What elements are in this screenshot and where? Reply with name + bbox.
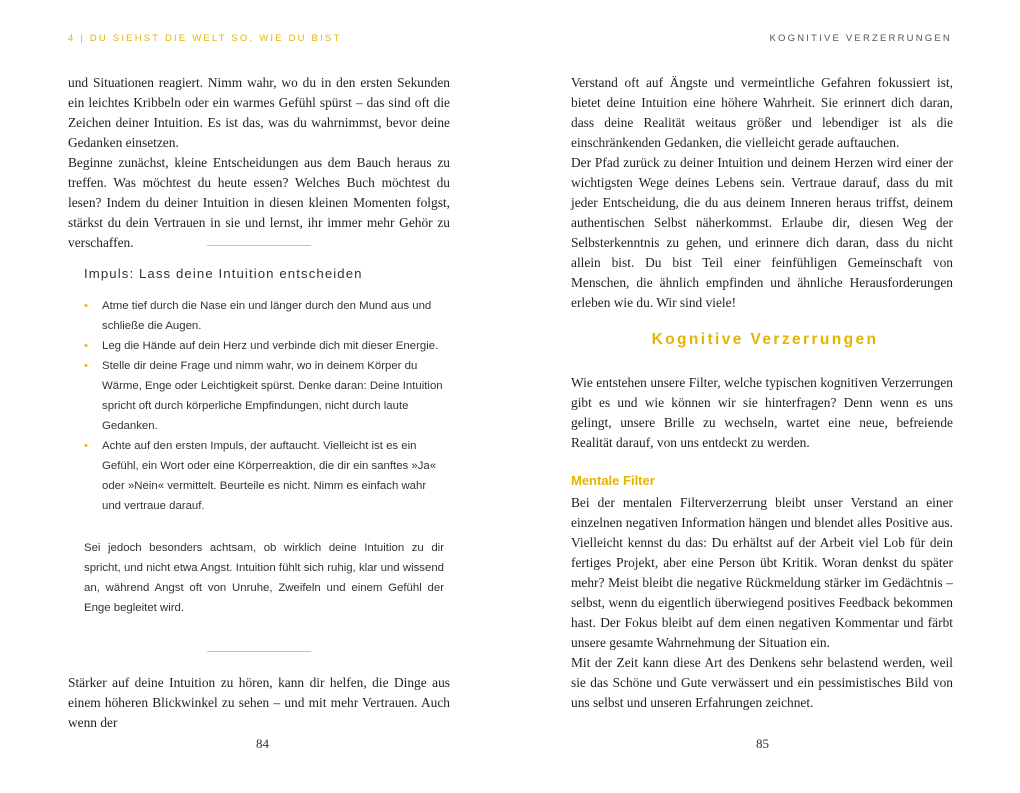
paragraph: und Situationen reagiert. Nimm wahr, wo du in den ersten Sekunden ein leichtes Kribbeln oder ein warmes Gefühl spürst – das sind oft die Zeichen deiner Intuition. Es ist das, was du wahrnimmst, bevor deine Gedanken einsetzen.	[68, 75, 450, 150]
paragraph: Verstand oft auf Ängste und vermeintliche Gefahren fokussiert ist, bietet deine Intuition eine höhere Wahrheit. Sie erinnert dich daran, dass deine Realität weitaus größer und lebendiger ist als die einschränkenden Gedanken, die vielleicht gerade auftauchen.	[571, 75, 953, 150]
bullet-icon: •	[84, 300, 88, 312]
list-item	[84, 296, 444, 336]
divider-line	[207, 651, 311, 652]
section-heading: Kognitive Verzerrungen	[651, 331, 879, 348]
list-item	[84, 336, 444, 356]
impuls-title: Impuls: Lass deine Intuition entscheiden	[84, 266, 363, 281]
left-running-head: 4 | DU SIEHST DIE WELT SO, WIE DU BIST	[68, 33, 342, 44]
subheading: Mentale Filter	[571, 473, 655, 488]
paragraph: Stärker auf deine Intuition zu hören, kann dir helfen, die Dinge aus einem höheren Blickwinkel zu sehen – und mit mehr Vertrauen. Auch wenn der	[68, 675, 450, 730]
paragraph: Mit der Zeit kann diese Art des Denkens sehr belastend werden, weil sie das Schöne und Gute verwässert und ein pessimistisches Bild von uns selbst und unseren Erfahrungen zeichnet.	[571, 655, 953, 710]
divider-line	[207, 245, 311, 246]
list-item	[84, 436, 444, 516]
paragraph: Bei der mentalen Filterverzerrung bleibt unser Verstand an einer einzelnen negativen Information hängen und blendet alles Positive aus. Vielleicht kennst du das: Du erhältst auf der Arbeit viel Lob für dein fertiges Projekt, aber eine Person übt Kritik. Woran denkst du später mehr? Meist bleibt die negative Rückmeldung stärker im Gedächtnis – selbst, wenn du eigentlich überwiegend positives Feedback bekommen hast. Der Fokus bleibt auf dem einen negativen Kommentar und färbt unsere gesamte Wahrnehmung der Situation ein.	[571, 495, 953, 650]
filter-text	[571, 493, 953, 713]
paragraph: Beginne zunächst, kleine Entscheidungen aus dem Bauch heraus zu treffen. Was möchtest du heute essen? Welches Buch möchtest du lesen? Indem du deiner Intuition in diesen kleinen Momenten folgst, stärkst du dein Vertrauen in sie und lernst, ihr immer mehr Gehör zu verschaffen.	[68, 155, 450, 250]
list-item	[84, 356, 444, 436]
right-running-head: KOGNITIVE VERZERRUNGEN	[769, 33, 952, 44]
page-number-right: 85	[756, 736, 769, 751]
list-item-text: Atme tief durch die Nase ein und länger durch den Mund aus und schließe die Augen.	[102, 300, 432, 332]
impuls-list	[84, 296, 444, 516]
list-item-text: Leg die Hände auf dein Herz und verbinde dich mit dieser Energie.	[102, 340, 439, 352]
bullet-icon: •	[84, 340, 88, 352]
impuls-note: Sei jedoch besonders achtsam, ob wirklich deine Intuition zu dir spricht, und nicht etwa Angst. Intuition fühlt sich ruhig, klar und wissend an, während Angst oft von Unruhe, Zweifeln und einem Gefühl der Enge begleitet wird.	[84, 542, 444, 614]
bullet-icon: •	[84, 440, 88, 452]
list-item-text: Stelle dir deine Frage und nimm wahr, wo in deinem Körper du Wärme, Enge oder Leichtigkeit spürst. Denke daran: Deine Intuition spricht oft durch körperliche Empfindungen, nicht durch laute Gedanken.	[102, 360, 443, 432]
impuls-box	[84, 264, 444, 618]
paragraph: Der Pfad zurück zu deiner Intuition und deinem Herzen wird einer der wichtigsten Wege deines Lebens sein. Vertraue darauf, dass du mit jeder Entscheidung, die du aus deinem Inneren heraus triffst, deinem authentischen Selbst näherkommst. Erlaube dir, diesen Weg der Selbsterkenntnis zu gehen, und erinnere dich daran, dass du nicht allein bist. Du bist Teil einer feinfühligen Gemeinschaft von Menschen, die ähnlich empfinden und ähnliche Herausforderungen erleben wie du. Wir sind viele!	[571, 155, 953, 310]
right-top-text	[571, 73, 953, 313]
paragraph: Wie entstehen unsere Filter, welche typischen kognitiven Verzerrungen gibt es und wie können wir sie hinterfragen? Denn wenn es uns gelingt, unsere Brille zu wechseln, wartet eine neue, befreiende Realität darauf, von uns entdeckt zu werden.	[571, 375, 953, 450]
left-top-text	[68, 73, 450, 253]
intro-text	[571, 373, 953, 453]
page-number-left: 84	[256, 736, 269, 751]
list-item-text: Achte auf den ersten Impuls, der auftaucht. Vielleicht ist es ein Gefühl, ein Wort oder eine Körperreaktion, die dir ein sanftes »Ja« oder »Nein« vermittelt. Beurteile es nicht. Nimm es einfach wahr und vertraue darauf.	[102, 440, 437, 512]
bullet-icon: •	[84, 360, 88, 372]
left-bottom-text	[68, 673, 450, 733]
